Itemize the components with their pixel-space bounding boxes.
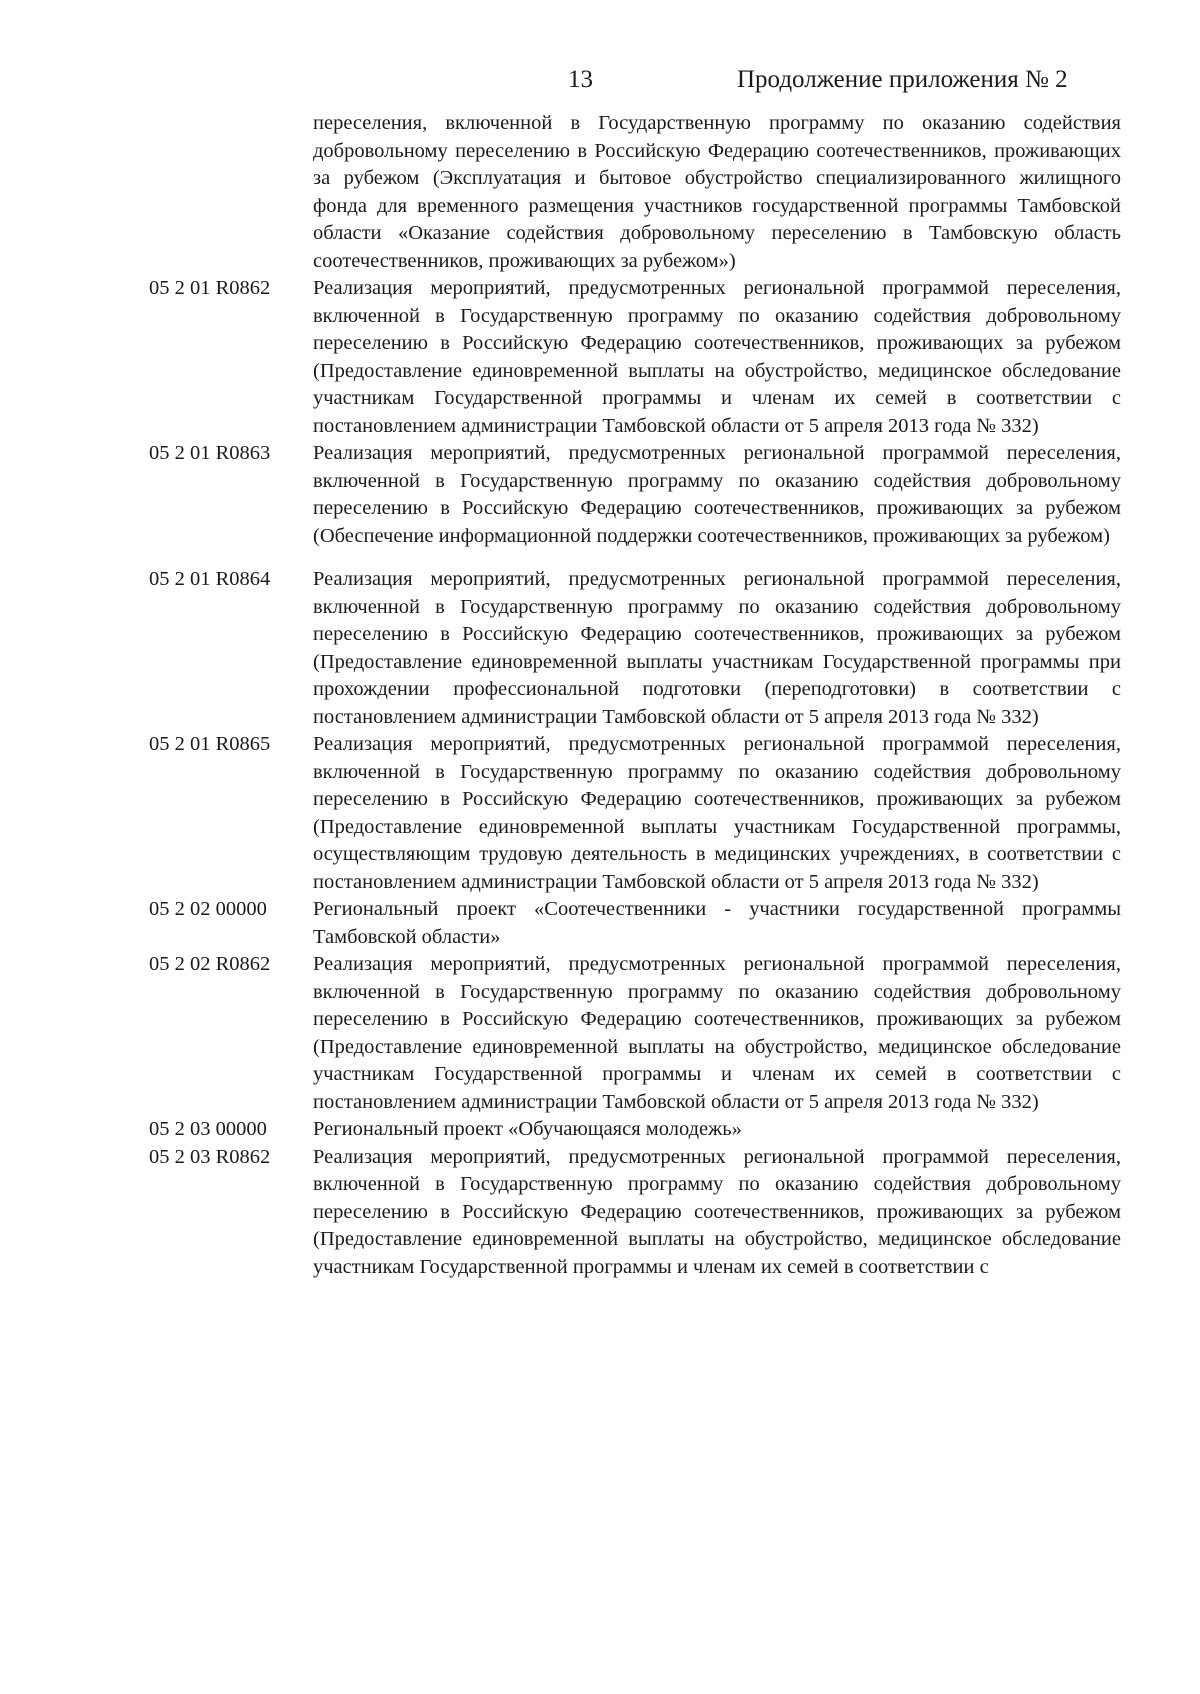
row-description: Реализация мероприятий, предусмотренных региональной программой переселения, включенной в Государственную программу по оказанию содействия добровольному переселению в Российскую Федерацию соотечественников, проживающих за рубежом (Предоставление единовременной выплаты участникам Государственной программы при прохождении профессиональной подготовки (переподготовки) в соответствии с постановлением администрации Тамбовской области от 5 апреля 2013 года № 332) [313, 568, 1121, 728]
table-row [149, 110, 1121, 275]
code-table [149, 110, 1121, 1281]
table-row [149, 951, 1121, 1116]
row-description: Реализация мероприятий, предусмотренных региональной программой переселения, включенной в Государственную программу по оказанию содействия добровольному переселению в Российскую Федерацию соотечественников, проживающих за рубежом (Предоставление единовременной выплаты на обустройство, медицинское обследование участникам Государственной программы и членам их семей в соответствии с постановлением администрации Тамбовской области от 5 апреля 2013 года № 332) [313, 277, 1121, 437]
row-code: 05 2 01 R0863 [149, 442, 271, 464]
row-description: Реализация мероприятий, предусмотренных региональной программой переселения, включенной в Государственную программу по оказанию содействия добровольному переселению в Российскую Федерацию соотечественников, проживающих за рубежом (Предоставление единовременной выплаты на обустройство, медицинское обследование участникам Государственной программы и членам их семей в соответствии с постановлением администрации Тамбовской области от 5 апреля 2013 года № 332) [313, 953, 1121, 1113]
row-description: Реализация мероприятий, предусмотренных региональной программой переселения, включенной в Государственную программу по оказанию содействия добровольному переселению в Российскую Федерацию соотечественников, проживающих за рубежом (Предоставление единовременной выплаты участникам Государственной программы, осуществляющим трудовую деятельность в медицинских учреждениях, в соответствии с постановлением администрации Тамбовской области от 5 апреля 2013 года № 332) [313, 733, 1121, 893]
page-number: 13 [568, 66, 593, 93]
row-description: переселения, включенной в Государственную программу по оказанию содействия добровольному переселению в Российскую Федерацию соотечественников, проживающих за рубежом (Эксплуатация и бытовое обустройство специализированного жилищного фонда для временного размещения участников государственной программы Тамбовской области «Оказание содействия добровольному переселению в Тамбовскую область соотечественников, проживающих за рубежом») [313, 112, 1121, 272]
table-row [149, 1144, 1121, 1282]
row-code: 05 2 03 00000 [149, 1118, 267, 1140]
continuation-title: Продолжение приложения № 2 [737, 66, 1068, 93]
row-description: Реализация мероприятий, предусмотренных региональной программой переселения, включенной в Государственную программу по оказанию содействия добровольному переселению в Российскую Федерацию соотечественников, проживающих за рубежом (Обеспечение информационной поддержки соотечественников, проживающих за рубежом) [313, 442, 1121, 547]
row-description: Реализация мероприятий, предусмотренных региональной программой переселения, включенной в Государственную программу по оказанию содействия добровольному переселению в Российскую Федерацию соотечественников, проживающих за рубежом (Предоставление единовременной выплаты на обустройство, медицинское обследование участникам Государственной программы и членам их семей в соответствии с [313, 1145, 1121, 1278]
row-description: Региональный проект «Соотечественники - участники государственной программы Тамбовской области» [313, 898, 1121, 948]
row-code: 05 2 01 R0864 [149, 568, 271, 590]
row-description: Региональный проект «Обучающаяся молодежь» [313, 1118, 742, 1140]
row-code: 05 2 01 R0862 [149, 277, 271, 299]
row-code: 05 2 01 R0865 [149, 733, 271, 755]
row-code: 05 2 03 R0862 [149, 1145, 271, 1168]
table-row [149, 896, 1121, 951]
row-code: 05 2 02 00000 [149, 898, 267, 920]
table-row [149, 440, 1121, 550]
row-code: 05 2 02 R0862 [149, 953, 271, 975]
page-header [0, 66, 1200, 106]
table-row [149, 566, 1121, 731]
row-code [149, 110, 313, 275]
table-row [149, 731, 1121, 896]
table-row [149, 275, 1121, 440]
table-row [149, 1116, 1121, 1144]
